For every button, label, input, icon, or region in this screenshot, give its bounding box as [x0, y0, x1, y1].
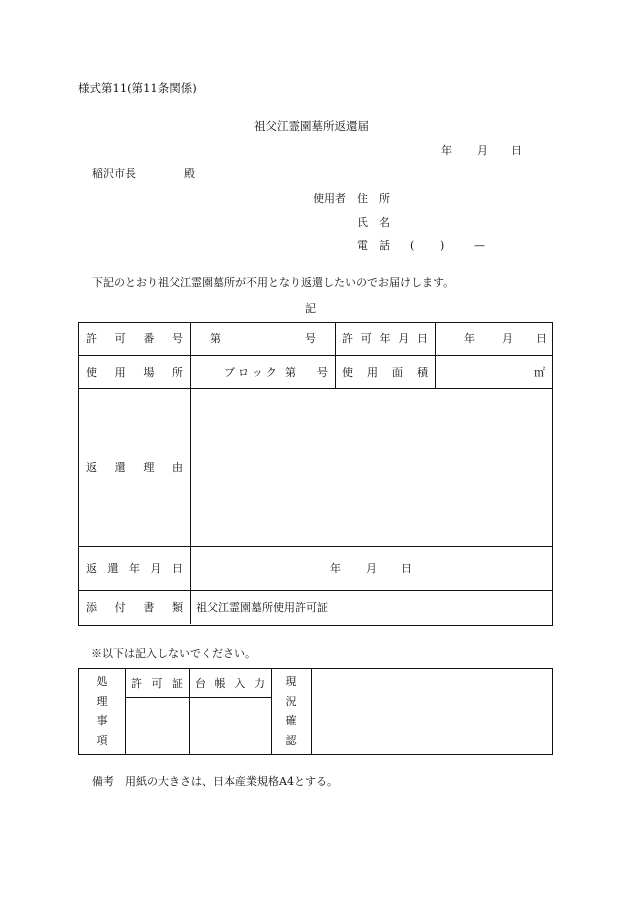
label-char: 台 [195, 677, 206, 690]
phone-label: 電 話 [357, 239, 390, 252]
label-char: 番 [143, 332, 155, 345]
address-label: 住 所 [357, 192, 390, 205]
reason-label [86, 462, 183, 473]
return-date-month: 月 [366, 562, 377, 575]
area-unit: ㎡ [534, 366, 545, 379]
label-char: 年 [379, 332, 391, 345]
processing-label [95, 676, 109, 746]
remarks: 備考 用紙の大きさは、日本産業規格A4とする。 [92, 775, 338, 788]
ledger-label [195, 678, 265, 689]
table-rule [78, 388, 552, 389]
table-rule [190, 322, 191, 624]
form-number: 様式第11(第11条関係) [78, 81, 197, 95]
label-char: 確 [285, 714, 297, 728]
site-check-label [284, 676, 298, 746]
label-char: 現 [285, 675, 297, 688]
label-char: 所 [171, 366, 183, 379]
area-label [342, 367, 428, 378]
location-suffix: 号 [317, 366, 328, 379]
office-note: ※以下は記入しないでください。 [91, 647, 256, 660]
attachment-value: 祖父江霊園墓所使用許可証 [196, 601, 328, 614]
label-char: 用 [114, 366, 126, 379]
page-title: 祖父江霊園墓所返還届 [254, 119, 369, 133]
date-day: 日 [511, 144, 522, 157]
addressee-honorific: 殿 [184, 167, 195, 180]
label-char: 証 [172, 677, 183, 690]
label-char: 年 [129, 562, 140, 575]
label-char: 処 [96, 675, 108, 688]
table-rule [335, 322, 336, 388]
label-char: 可 [360, 332, 372, 345]
label-char: 日 [172, 562, 183, 575]
location-block: ブロック [224, 366, 280, 379]
table-rule [125, 697, 271, 698]
label-char: 認 [285, 733, 297, 747]
phone-dash: — [474, 239, 485, 252]
label-char: 類 [171, 601, 183, 614]
location-prefix: 第 [285, 366, 296, 379]
table-rule [435, 322, 436, 388]
label-char: 事 [96, 714, 108, 728]
label-char: 返 [86, 562, 97, 575]
statement: 下記のとおり祖父江霊園墓所が不用となり返還したいのでお届けします。 [92, 276, 455, 289]
permit-date-label [342, 333, 428, 344]
addressee-name: 稲沢市長 [92, 167, 136, 180]
table-rule [78, 546, 552, 547]
table-rule [78, 590, 552, 591]
label-char: 号 [171, 332, 183, 345]
phone-close-paren: ) [440, 239, 445, 252]
label-char: 還 [107, 562, 119, 575]
label-char: 帳 [214, 677, 226, 690]
permit-date-month: 月 [502, 332, 513, 345]
attachment-label [86, 602, 183, 613]
label-char: 用 [367, 366, 378, 379]
label-char: 許 [342, 332, 353, 345]
label-char: 添 [86, 601, 97, 614]
label-char: 況 [285, 694, 297, 708]
label-char: 項 [96, 733, 108, 747]
permit-date-year: 年 [464, 332, 475, 345]
label-char: 使 [86, 366, 97, 379]
return-date-day: 日 [401, 562, 412, 575]
date-month: 月 [477, 144, 488, 157]
name-label: 氏 名 [357, 216, 390, 229]
permit-number-suffix: 号 [305, 332, 316, 345]
label-char: 入 [234, 677, 246, 690]
reason-field[interactable] [192, 390, 548, 544]
label-char: 理 [143, 461, 155, 474]
label-char: 返 [86, 461, 97, 474]
label-char: 許 [86, 332, 97, 345]
label-char: 可 [151, 677, 163, 690]
table-rule [189, 668, 190, 754]
table-rule [125, 668, 126, 754]
note-heading: 記 [305, 302, 316, 315]
permit-number-prefix: 第 [210, 332, 221, 345]
phone-open-paren: ( [410, 239, 415, 252]
label-char: 日 [417, 332, 428, 345]
label-char: 由 [171, 461, 183, 474]
permit-cert-label [131, 678, 183, 689]
label-char: 付 [114, 601, 126, 614]
location-label [86, 367, 183, 378]
label-char: 月 [398, 332, 410, 345]
return-date-year: 年 [330, 562, 341, 575]
date-year: 年 [441, 144, 452, 157]
permit-date-day: 日 [536, 332, 547, 345]
label-char: 場 [143, 366, 155, 379]
label-char: 書 [143, 601, 155, 614]
table-rule [311, 668, 312, 754]
permit-number-label [86, 333, 183, 344]
label-char: 使 [342, 366, 353, 379]
label-char: 力 [253, 677, 265, 690]
label-char: 月 [150, 562, 162, 575]
label-char: 還 [114, 461, 126, 474]
applicant-role: 使用者 [313, 192, 346, 205]
return-date-label [86, 563, 183, 574]
label-char: 許 [131, 677, 142, 690]
label-char: 面 [392, 366, 403, 379]
label-char: 理 [96, 694, 108, 708]
table-rule [78, 355, 552, 356]
label-char: 可 [114, 332, 126, 345]
label-char: 積 [417, 366, 428, 379]
table-rule [271, 668, 272, 754]
